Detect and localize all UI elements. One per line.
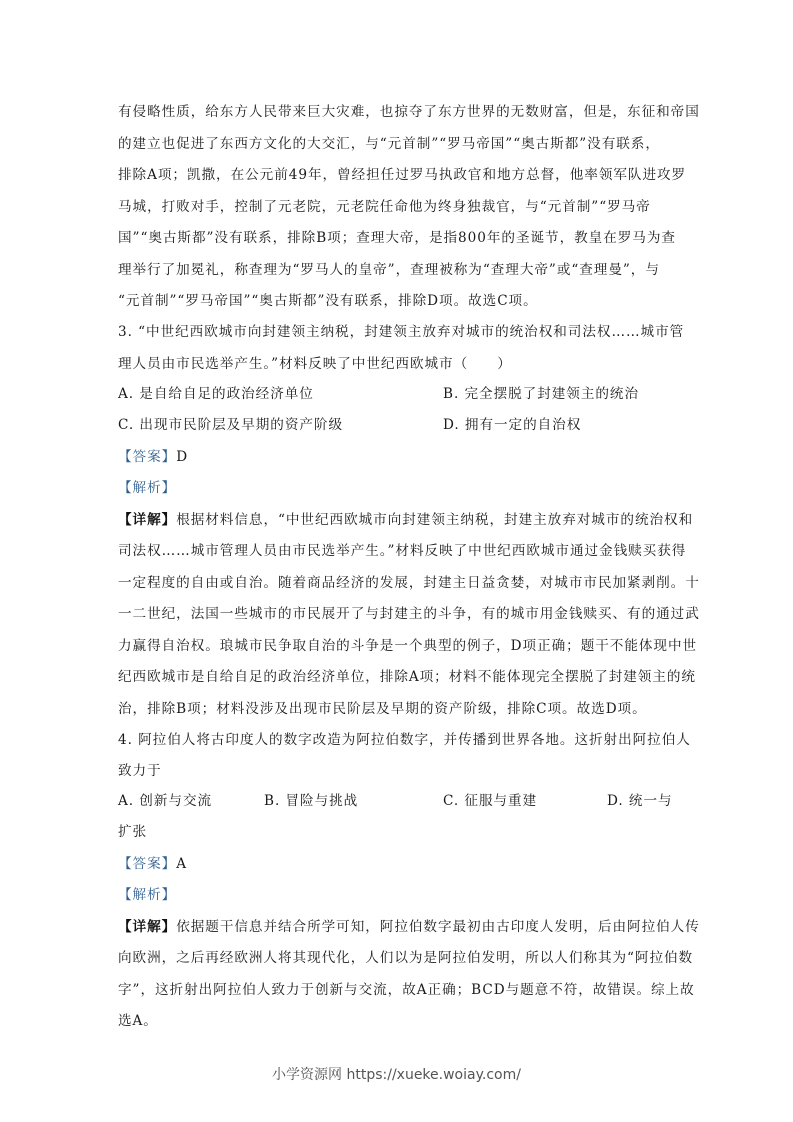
q3-stem-line: 3. “中世纪西欧城市向封建领主纳税，封建领主放弃对城市的统治权和司法权……城市管: [118, 324, 685, 340]
analysis-label: 【解析】: [118, 887, 177, 903]
q4-option-d-wrap: 扩张: [118, 824, 148, 840]
prev-explanation-line: 的建立也促进了东西方文化的大交汇，与“元首制”“罗马帝国”“奥古斯都”没有联系，: [118, 136, 660, 152]
q3-detail-line: 纪西欧城市是自给自足的政治经济单位，排除A项；材料不能体现完全摆脱了封建领主的统: [118, 669, 696, 685]
q4-answer: [118, 854, 187, 874]
q3-detail-line: [118, 510, 693, 530]
q4-option-c: C. 征服与重建: [443, 793, 538, 809]
prev-explanation-line: 理举行了加冕礼，称查理为“罗马人的皇帝”，查理被称为“查理大帝”或“查理曼”，与: [118, 262, 660, 278]
answer-label: 【答案】: [118, 856, 177, 872]
answer-value: A: [176, 856, 187, 872]
q3-detail-line: 司法权……城市管理人员由市民选举产生。”材料反映了中世纪西欧城市通过金钱赎买获得: [118, 543, 687, 559]
q3-detail-line: 一定程度的自由或自治。随着商品经济的发展，封建主日益贪婪，对城市市民加紧剥削。十: [118, 575, 700, 591]
detail-text: 依据题干信息并结合所学可知，阿拉伯数字最初由古印度人发明，后由阿拉伯人传: [176, 919, 700, 935]
footer-watermark: 小学资源网 https://xueke.woiay.com/: [272, 1067, 521, 1083]
prev-explanation-line: 国”“奥古斯都”没有联系，排除B项；查理大帝，是指800年的圣诞节，教皇在罗马为查: [118, 230, 676, 246]
q4-analysis-heading: [118, 885, 176, 905]
analysis-label: 【解析】: [118, 480, 177, 496]
q3-detail-line: 力赢得自治权。琅城市民争取自治的斗争是一个典型的例子，D项正确；题干不能体现中世: [118, 638, 698, 654]
detail-text: 根据材料信息，“中世纪西欧城市向封建领主纳税，封建主放弃对城市的统治权和: [176, 512, 694, 528]
answer-value: D: [176, 449, 189, 465]
detail-label: 【详解】: [118, 512, 177, 528]
q3-option-c: C. 出现市民阶层及早期的资产阶级: [118, 417, 344, 433]
q3-answer: [118, 447, 188, 467]
q4-detail-line: [118, 917, 700, 937]
q4-stem-line: 致力于: [118, 763, 162, 779]
q4-option-b: B. 冒险与挑战: [264, 793, 359, 809]
q3-detail-line: 一二世纪，法国一些城市的市民展开了与封建主的斗争，有的城市用金钱赎买、有的通过武: [118, 606, 700, 622]
q4-option-a: A. 创新与交流: [118, 793, 213, 809]
q4-detail-line: 选A。: [118, 1013, 158, 1029]
q4-detail-line: 向欧洲，之后再经欧洲人将其现代化，人们以为是阿拉伯发明，所以人们称其为“阿拉伯数: [118, 950, 694, 966]
q4-detail-line: 字”，这折射出阿拉伯人致力于创新与交流，故A正确；BCD与题意不符，故错误。综上故: [118, 982, 695, 998]
q3-option-d: D. 拥有一定的自治权: [443, 417, 582, 433]
q3-analysis-heading: [118, 478, 176, 498]
q3-option-b: B. 完全摆脱了封建领主的统治: [443, 386, 640, 402]
q3-detail-line: 治，排除B项；材料没涉及出现市民阶层及早期的资产阶级，排除C项。故选D项。: [118, 701, 647, 717]
answer-label: 【答案】: [118, 449, 177, 465]
q4-stem-line: 4. 阿拉伯人将古印度人的数字改造为阿拉伯数字，并传播到世界各地。这折射出阿拉伯人: [118, 732, 691, 748]
prev-explanation-line: “元首制”“罗马帝国”“奥古斯都”没有联系，排除D项。故选C项。: [118, 293, 538, 309]
prev-explanation-line: 排除A项；凯撒，在公元前49年，曾经担任过罗马执政官和地方总督，他率领军队进攻罗: [118, 167, 687, 183]
prev-explanation-line: 有侵略性质，给东方人民带来巨大灾难，也掠夺了东方世界的无数财富，但是，东征和帝国: [118, 104, 700, 120]
detail-label: 【详解】: [118, 919, 177, 935]
q3-stem-line: 理人员由市民选举产生。”材料反映了中世纪西欧城市（ ）: [118, 356, 512, 372]
q3-option-a: A. 是自给自足的政治经济单位: [118, 386, 314, 402]
q4-option-d: D. 统一与: [607, 793, 673, 809]
prev-explanation-line: 马城，打败对手，控制了元老院，元老院任命他为终身独裁官，与“元首制”“罗马帝: [118, 199, 651, 215]
